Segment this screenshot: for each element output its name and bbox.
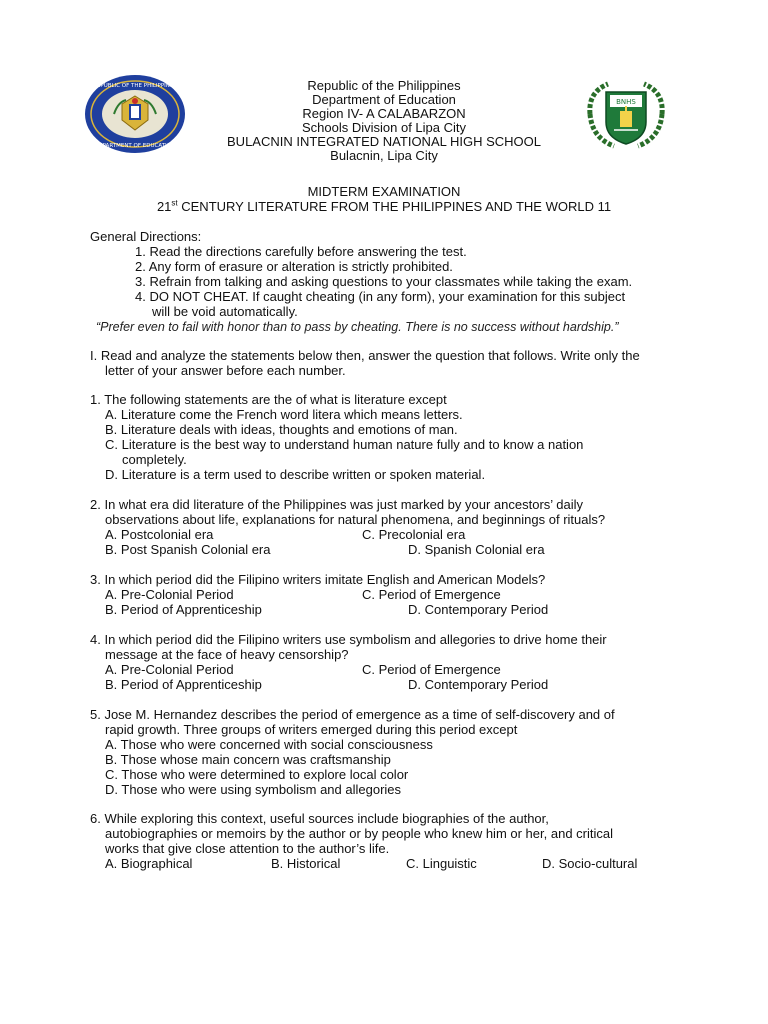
svg-text:REPUBLIC OF THE PHILIPPINES: REPUBLIC OF THE PHILIPPINES: [93, 83, 177, 89]
answer-option: C. Period of Emergence: [362, 587, 501, 602]
header-line-deped: Department of Education: [312, 92, 456, 107]
header-line-address: Bulacnin, Lipa City: [330, 148, 438, 163]
answer-option: A. Postcolonial era: [105, 527, 214, 542]
question-stem: 2. In what era did literature of the Philippines was just marked by your ancestors’ daily: [90, 497, 584, 512]
answer-option: B. Literature deals with ideas, thoughts and emotions of man.: [105, 422, 458, 437]
answer-option: A. Those who were concerned with social consciousness: [105, 737, 433, 752]
answer-option: D. Contemporary Period: [408, 677, 549, 692]
answer-option: A. Pre-Colonial Period: [105, 587, 234, 602]
svg-text:DEPARTMENT OF EDUCATION: DEPARTMENT OF EDUCATION: [94, 143, 176, 149]
header-line-division: Schools Division of Lipa City: [301, 120, 467, 135]
answer-option: D. Socio-cultural: [542, 856, 638, 871]
exam-title-block: [0, 184, 768, 214]
answer-option: C. Period of Emergence: [362, 662, 501, 677]
question-stem: 5. Jose M. Hernandez describes the period of emergence as a time of self-discovery and of: [90, 707, 615, 722]
svg-text:BNHS: BNHS: [616, 98, 636, 106]
answer-option: C. Linguistic: [406, 856, 477, 871]
answer-option: D. Literature is a term used to describe written or spoken material.: [105, 467, 486, 482]
direction-item: 1. Read the directions carefully before answering the test.: [135, 244, 467, 259]
question-stem: autobiographies or memoirs by the author or by people who knew him or her, and critical: [105, 826, 613, 841]
question-stem: 1. The following statements are the of what is literature except: [90, 392, 447, 407]
question-stem: 4. In which period did the Filipino writers use symbolism and allegories to drive home their: [90, 632, 607, 647]
answer-option: C. Literature is the best way to understand human nature fully and to know a nation: [105, 437, 584, 452]
directions-heading: General Directions:: [90, 229, 202, 244]
part1-instruction: letter of your answer before each number.: [105, 363, 346, 378]
answer-option: A. Pre-Colonial Period: [105, 662, 234, 677]
answer-option: B. Period of Apprenticeship: [105, 677, 262, 692]
answer-option: C. Precolonial era: [362, 527, 466, 542]
exam-title: MIDTERM EXAMINATION: [307, 184, 461, 199]
answer-option: B. Post Spanish Colonial era: [105, 542, 271, 557]
direction-item: will be void automatically.: [152, 304, 298, 319]
question-stem: 3. In which period did the Filipino writers imitate English and American Models?: [90, 572, 546, 587]
header-line-republic: Republic of the Philippines: [307, 78, 461, 93]
motto-quote: “Prefer even to fail with honor than to pass by cheating. There is no success without hardship.”: [96, 320, 619, 334]
answer-option: D. Contemporary Period: [408, 602, 549, 617]
answer-option: completely.: [122, 452, 187, 467]
header-line-school: BULACNIN INTEGRATED NATIONAL HIGH SCHOOL: [227, 134, 541, 149]
answer-option: A. Literature come the French word litera which means letters.: [105, 407, 463, 422]
direction-item: 2. Any form of erasure or alteration is strictly prohibited.: [135, 259, 453, 274]
answer-option: D. Spanish Colonial era: [408, 542, 545, 557]
question-stem: observations about life, explanations for natural phenomena, and beginnings of rituals?: [105, 512, 606, 527]
direction-item: 3. Refrain from talking and asking questions to your classmates while taking the exam.: [135, 274, 633, 289]
question-stem: rapid growth. Three groups of writers emerged during this period except: [105, 722, 518, 737]
answer-option: C. Those who were determined to explore local color: [105, 767, 409, 782]
answer-option: D. Those who were using symbolism and allegories: [105, 782, 402, 797]
subject-prefix: 21: [156, 199, 172, 214]
subject-sup: st: [171, 198, 178, 208]
exam-subject: [0, 199, 768, 214]
direction-item: 4. DO NOT CHEAT. If caught cheating (in any form), your examination for this subject: [135, 289, 626, 304]
answer-option: B. Period of Apprenticeship: [105, 602, 262, 617]
part1-instruction: I. Read and analyze the statements below then, answer the question that follows. Write only the: [90, 348, 640, 363]
subject-rest: CENTURY LITERATURE FROM THE PHILIPPINES AND THE WORLD 11: [177, 199, 612, 214]
question-stem: message at the face of heavy censorship?: [105, 647, 349, 662]
answer-option: B. Those whose main concern was craftsmanship: [105, 752, 391, 767]
answer-option: B. Historical: [271, 856, 341, 871]
question-stem: works that give close attention to the author’s life.: [105, 841, 390, 856]
answer-option: A. Biographical: [105, 856, 193, 871]
question-stem: 6. While exploring this context, useful sources include biographies of the author,: [90, 811, 549, 826]
header-line-region: Region IV- A CALABARZON: [302, 106, 466, 121]
letterhead: [0, 79, 768, 163]
